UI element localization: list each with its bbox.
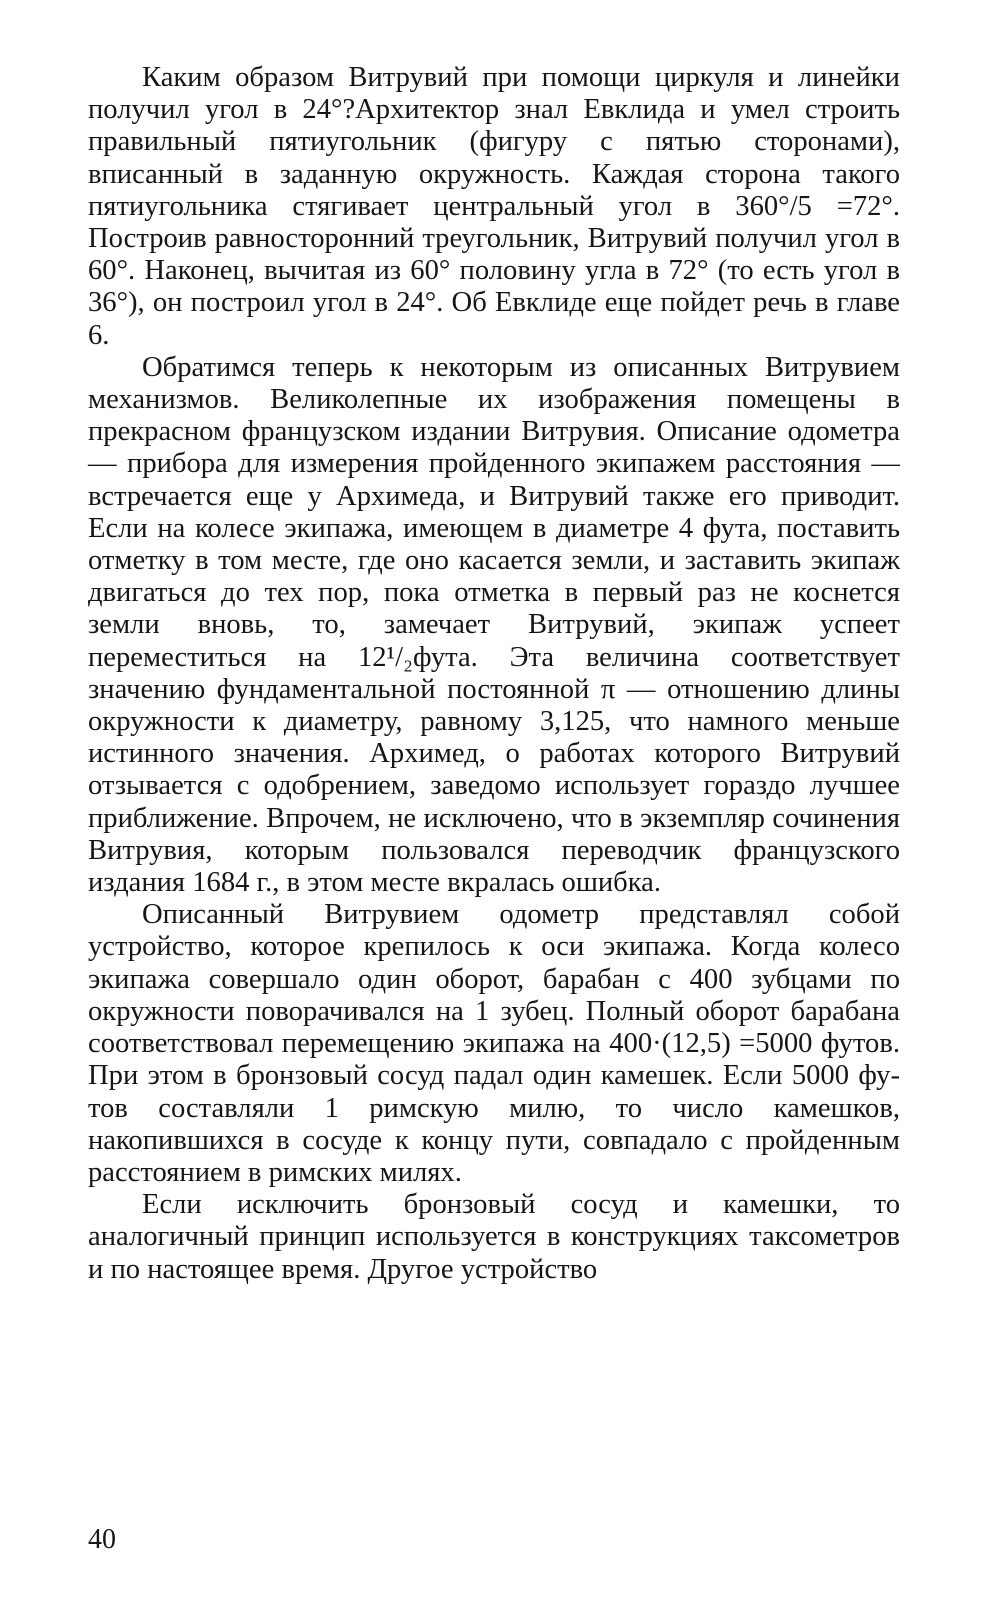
paragraph-taximeters: Если исключить бронзовый сосуд и камешки, то аналогичный принцип используется в конструкциях таксометров и по настоящее время. Другое устройство [88, 1189, 900, 1285]
paragraph-odometer-description: Обратимся теперь к некоторым из описанных Витрувием механизмов. Великолепные их изображения помещены в прекрасном французском издании Витрувия. Описание одометра — прибора для измерения пройденного экипажем расстояния — встречается еще у Архимеда, и Витрувий также его приводит. Если на колесе экипажа, имеющем в диаметре 4 фута, поставить отметку в том месте, где оно касается земли, и заставить экипаж двигаться до тех пор, пока отметка в первый раз не коснется земли вновь, то, замечает Витрувий, экипаж успеет переместиться на 12¹/₂фута. Эта величина соответствует значению фундаментальной постоянной π — отношению длины окружности к диаметру, равному 3,125, что намного меньше истинного значения. Архимед, о работах которого Витрувий отзывается с одобрением, заведомо использует гораздо лучшее приближение. Впрочем, не исключено, что в экземпляр сочинения Витрувия, которым пользовался переводчик французского издания 1684 г., в этом месте вкралась ошибка. [88, 351, 900, 899]
paragraph-odometer-mechanism: Описанный Витрувием одометр представлял собой устройство, которое крепилось к оси экипажа. Когда колесо экипажа совершало один оборот, барабан с 400 зубцами по окружности поворачивался на 1 зубец. Полный оборот барабана соответствовал перемещению экипажа на 400·(12,5) =5000 футов. При этом в бронзовый сосуд падал один камешек. Если 5000 футов составляли 1 римскую милю, то число камешков, накопившихся в сосуде к концу пути, совпадало с пройденным расстоянием в римских милях. [88, 899, 900, 1188]
page-body [88, 62, 900, 1482]
page-number: 40 [88, 1524, 116, 1555]
paragraph-vitruvius-angle: Каким образом Витрувий при помощи циркуля и линейки получил угол в 24°?Архитектор знал Евклида и умел строить правильный пятиугольник (фигуру с пятью сторонами), вписанный в заданную окружность. Каждая сторона такого пятиугольника стягивает центральный угол в 360°/5 =72°. Построив равносторонний треугольник, Витрувий получил угол в 60°. Наконец, вычитая из 60° половину угла в 72° (то есть угол в 36°), он построил угол в 24°. Об Евклиде еще пойдет речь в главе 6. [88, 62, 900, 351]
